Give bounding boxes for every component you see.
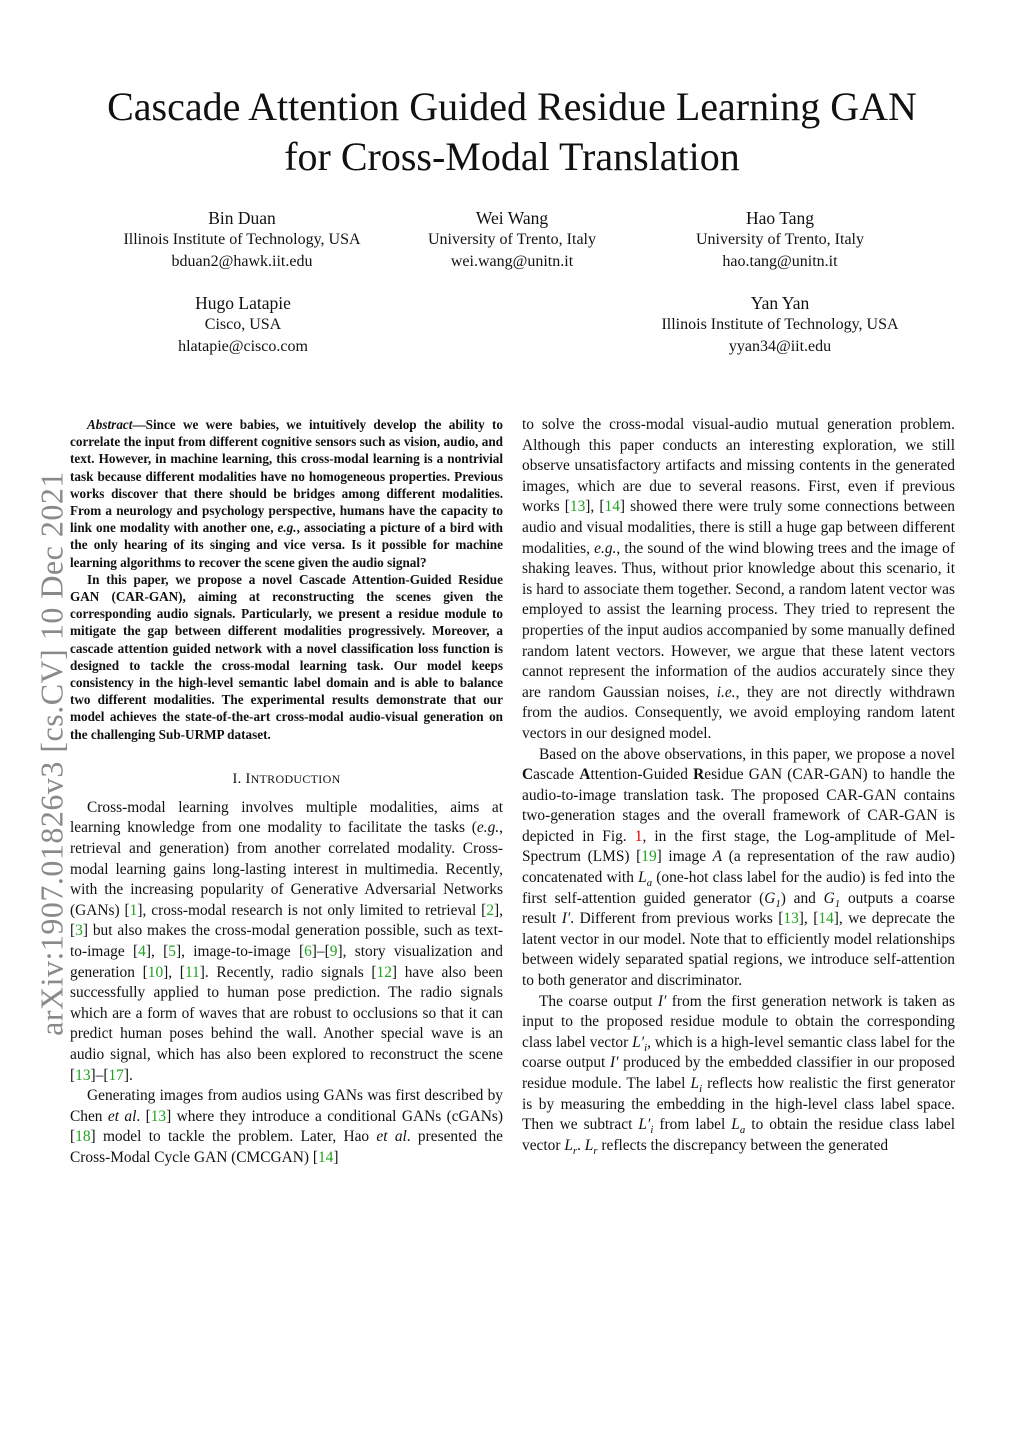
author-block xyxy=(630,292,930,358)
author-affiliation: University of Trento, Italy xyxy=(696,231,864,248)
text-run: ], story visualization and generation [ xyxy=(70,943,503,981)
abstract xyxy=(70,416,503,743)
text-run: ) and xyxy=(780,889,824,907)
text-run: ], [ xyxy=(70,901,503,940)
text-run: e.g. xyxy=(476,819,500,837)
text-run: ], [ xyxy=(145,943,169,961)
text-run: L xyxy=(690,1075,700,1092)
text-run: A xyxy=(712,848,723,866)
text-run: ] showed there were truly some connections between audio and visual modalities, there is still a huge gap between different modalities, xyxy=(522,498,955,557)
arxiv-identifier[interactable]: arXiv:1907.01826v3 [cs.CV] 10 Dec 2021 xyxy=(33,471,70,1036)
text-run: . Different from previous works [ xyxy=(570,910,784,928)
text-run: e.g. xyxy=(594,539,617,557)
author-block xyxy=(362,207,662,273)
text-run: i xyxy=(699,1083,703,1096)
text-run: et al xyxy=(107,1107,137,1125)
text-run: ]–[ xyxy=(311,943,330,961)
text-run: to obtain the residue class label vector xyxy=(522,1116,955,1154)
text-run: ] model to tackle the problem. Later, Hao xyxy=(90,1128,377,1146)
text-run: from label xyxy=(653,1116,732,1134)
text-run: ttention-Guided xyxy=(590,766,694,784)
text-run: esidue GAN (CAR-GAN) to handle the audio-to-image translation task. The proposed CAR-GAN contains two-generation stages and the overall framework of CAR-GAN is depicted in Fig. xyxy=(522,766,955,845)
author-affiliation: University of Trento, Italy xyxy=(428,231,596,248)
citation-link[interactable]: 18 xyxy=(75,1128,91,1146)
text-run: a xyxy=(646,877,653,890)
text-run: (a representation of the raw audio) concatenated with xyxy=(522,848,956,887)
author-block xyxy=(630,207,930,273)
text-run: ], [ xyxy=(163,963,185,981)
right-column xyxy=(522,415,955,1156)
text-run: ], [ xyxy=(585,498,605,516)
author-block xyxy=(92,207,392,273)
text-run: ascade xyxy=(533,766,580,784)
title-line-2: for Cross-Modal Translation xyxy=(284,134,740,179)
text-run: I′ xyxy=(561,910,571,928)
author-block xyxy=(93,292,393,358)
text-run: ], image-to-image [ xyxy=(175,943,305,961)
author-affiliation: Illinois Institute of Technology, USA xyxy=(123,231,361,248)
citation-link[interactable]: 2 xyxy=(486,901,495,919)
text-run: ], [ xyxy=(798,910,819,928)
citation-link[interactable]: 14 xyxy=(604,498,620,516)
author-email[interactable]: bduan2@hawk.iit.edu xyxy=(171,253,313,270)
introduction-text xyxy=(70,798,503,1169)
text-run: I′ xyxy=(609,1054,619,1072)
text-run: ] image xyxy=(656,848,713,866)
text-run: ] xyxy=(333,1148,339,1166)
citation-link[interactable]: 4 xyxy=(138,943,146,961)
text-run: ] where they introduce a conditional GANs (cGANs) [ xyxy=(70,1107,503,1146)
text-run: , in the first stage, the Log-amplitude of Mel-Spectrum (LMS) [ xyxy=(522,827,955,866)
text-run: ] have also been successfully applied to human pose prediction. The radio signals which are a form of waves that are robust to occlusions so that it can predict human poses behind the wall. Another special wave is an audio signal, which has also been explored to reconstruct the scene [ xyxy=(70,963,503,1084)
text-run: , which is a high-level semantic class label for the coarse output xyxy=(522,1033,955,1072)
text-run: . [ xyxy=(136,1107,151,1125)
citation-link[interactable]: 6 xyxy=(304,943,312,961)
text-run: reflects how realistic the first generator is by measuring the embedding in the high-level class label space. Then we subtract xyxy=(522,1075,955,1134)
author-email[interactable]: wei.wang@unitn.it xyxy=(450,253,574,270)
citation-link[interactable]: 14 xyxy=(818,910,834,928)
author-affiliation: Cisco, USA xyxy=(204,316,282,333)
text-run: L xyxy=(638,869,647,887)
text-run: Generating images from audios using GANs was first described by Chen xyxy=(70,1087,503,1125)
text-run: outputs a coarse result xyxy=(522,889,955,928)
text-run: 1 xyxy=(834,897,841,910)
text-run: et al xyxy=(376,1128,407,1146)
text-run: from the first generation network is taken as input to the proposed residue module to obtain the corresponding class label vector xyxy=(522,992,955,1051)
author-name: Hugo Latapie xyxy=(195,293,291,313)
text-run: reflects the discrepancy between the generated xyxy=(597,1136,889,1154)
text-run: C xyxy=(522,766,534,784)
paper-title xyxy=(0,82,1024,182)
text-run: ]. Recently, radio signals [ xyxy=(199,963,377,981)
text-run: A xyxy=(579,766,591,784)
author-name: Wei Wang xyxy=(475,208,549,228)
text-run: ] but also makes the cross-modal generation possible, such as text-to-image [ xyxy=(70,922,503,961)
text-run: L′ xyxy=(632,1033,645,1051)
citation-link[interactable]: 14 xyxy=(317,1148,334,1166)
paragraph xyxy=(70,798,503,1086)
text-run: G xyxy=(823,889,835,907)
text-run: . presented the Cross-Modal Cycle GAN (CMCGAN) [ xyxy=(70,1128,503,1166)
text-run: r xyxy=(593,1144,598,1157)
section-heading: I. INTRODUCTION xyxy=(232,770,341,787)
citation-link[interactable]: 12 xyxy=(376,963,392,981)
text-run: R xyxy=(693,766,705,784)
text-run: to solve the cross-modal visual-audio mutual generation problem. Although this paper conducts an interesting exploration, we still observe unsatisfactory artifacts and missing contents in the generated images, which are due to several reasons. First, even if previous works [ xyxy=(522,416,955,516)
text-run: L xyxy=(564,1136,573,1154)
text-run: e.g. xyxy=(277,520,297,536)
citation-link[interactable]: 13 xyxy=(569,498,586,516)
text-run: , the sound of the wind blowing trees and the image of shaking leaves. Thus, without prior knowledge about this scenario, it is hard to associate them together. Second, a random latent vector was employed to assist the learning process. They tried to represent the properties of the input audios accompanied by some manually defined random latent vectors. However, we argue that these latent vectors cannot represent the information of the audios accurately since they are random Gaussian noises, xyxy=(522,539,955,701)
citation-link[interactable]: 17 xyxy=(108,1066,124,1084)
text-run: In this paper, we propose a novel Cascade Attention-Guided Residue GAN (CAR-GAN), aiming at reconstructing the scenes given the corresponding audio signals. Particularly, we present a residue module to mitigate the gap between different modalities progressively. Moreover, a cascade attention guided network with a novel classification loss function is designed to tackle the cross-modal learning task. Our model keeps consistency in the high-level semantic label domain and is able to balance two different modalities. The experimental results demonstrate that our model achieves the state-of-the-art cross-modal audio-visual generation on the challenging Sub-URMP dataset. xyxy=(70,571,503,742)
citation-link[interactable]: 11 xyxy=(184,963,200,981)
text-run: ], cross-modal research is not only limited to retrieval [ xyxy=(137,901,487,919)
text-run: , they are not directly withdrawn from the audios. Consequently, we avoid employing random latent vectors in our designed model. xyxy=(522,683,955,742)
paragraph xyxy=(70,1086,503,1168)
text-run: G xyxy=(764,889,776,907)
text-run: a xyxy=(739,1124,746,1137)
text-run: 1 xyxy=(775,897,781,910)
author-name: Hao Tang xyxy=(746,208,814,228)
paragraph xyxy=(522,415,955,745)
paragraph xyxy=(522,992,955,1157)
text-run: r xyxy=(572,1144,578,1157)
text-run: , retrieval and generation) from another correlated modality. Cross-modal learning gains long-lasting interest in multimedia. Recently, with the increasing popularity of Generative Adversarial Networks (GANs) [ xyxy=(70,819,503,919)
text-run: ]–[ xyxy=(90,1066,109,1084)
citation-link[interactable]: 9 xyxy=(329,943,338,961)
author-email[interactable]: hao.tang@unitn.it xyxy=(722,253,838,270)
author-email[interactable]: yyan34@iit.edu xyxy=(728,338,832,355)
text-run: (one-hot class label for the audio) is fed into the first self-attention guided generator ( xyxy=(522,869,955,907)
text-run: L′ xyxy=(638,1116,651,1134)
author-name: Bin Duan xyxy=(208,208,276,228)
author-affiliation: Illinois Institute of Technology, USA xyxy=(661,316,899,333)
text-run: i.e. xyxy=(716,683,736,701)
citation-link[interactable]: 13 xyxy=(75,1066,91,1084)
text-run: Based on the above observations, in this paper, we propose a novel xyxy=(539,745,955,763)
figure-link[interactable]: 1 xyxy=(634,827,643,845)
text-run: i xyxy=(650,1124,654,1137)
text-run: I′ xyxy=(657,992,667,1010)
author-email[interactable]: hlatapie@cisco.com xyxy=(178,338,308,355)
text-run: produced by the embedded classifier in our proposed residue module. The label xyxy=(522,1054,955,1092)
left-column xyxy=(70,416,503,1169)
paragraph xyxy=(522,745,955,992)
text-run: ]. xyxy=(123,1066,133,1084)
text-run: Cross-modal learning involves multiple modalities, aims at learning knowledge from one modality to facilitate the tasks ( xyxy=(70,798,503,837)
citation-link[interactable]: 1 xyxy=(129,901,138,919)
citation-link[interactable]: 5 xyxy=(168,943,176,961)
text-run: , associating a picture of a bird with the only hearing of its singing and vice versa. Is it possible for machine learning algorithms to recover the scene given the audio signal? xyxy=(70,520,503,570)
abstract-label: Abstract xyxy=(87,417,133,432)
text-run: ], we deprecate the latent vector in our model. Note that to efficiently model relationships between widely separated spatial regions, we introduce self-attention to both generator and discriminator. xyxy=(522,910,955,990)
author-name: Yan Yan xyxy=(750,293,810,313)
abstract-paragraph xyxy=(70,571,503,743)
text-run: L xyxy=(584,1136,594,1154)
text-run: L xyxy=(731,1116,740,1134)
title-line-1: Cascade Attention Guided Residue Learning GAN xyxy=(107,84,917,129)
citation-link[interactable]: 10 xyxy=(147,963,164,981)
citation-link[interactable]: 19 xyxy=(641,848,657,866)
text-run: The coarse output xyxy=(539,992,658,1010)
text-run: . xyxy=(577,1136,585,1154)
citation-link[interactable]: 13 xyxy=(150,1107,167,1125)
text-run: i xyxy=(644,1041,648,1054)
text-run: —Since we were babies, we intuitively develop the ability to correlate the input from different cognitive sensors such as vision, audio, and text. However, in machine learning, this cross-modal learning is a nontrivial task because different modalities have no homogeneous properties. Previous works discover that there should be bridges among different modalities. From a neurology and psychology perspective, humans have the capacity to link one modality with another one, xyxy=(70,417,503,536)
citation-link[interactable]: 3 xyxy=(75,922,83,940)
abstract-paragraph xyxy=(70,416,503,571)
citation-link[interactable]: 13 xyxy=(783,910,799,928)
